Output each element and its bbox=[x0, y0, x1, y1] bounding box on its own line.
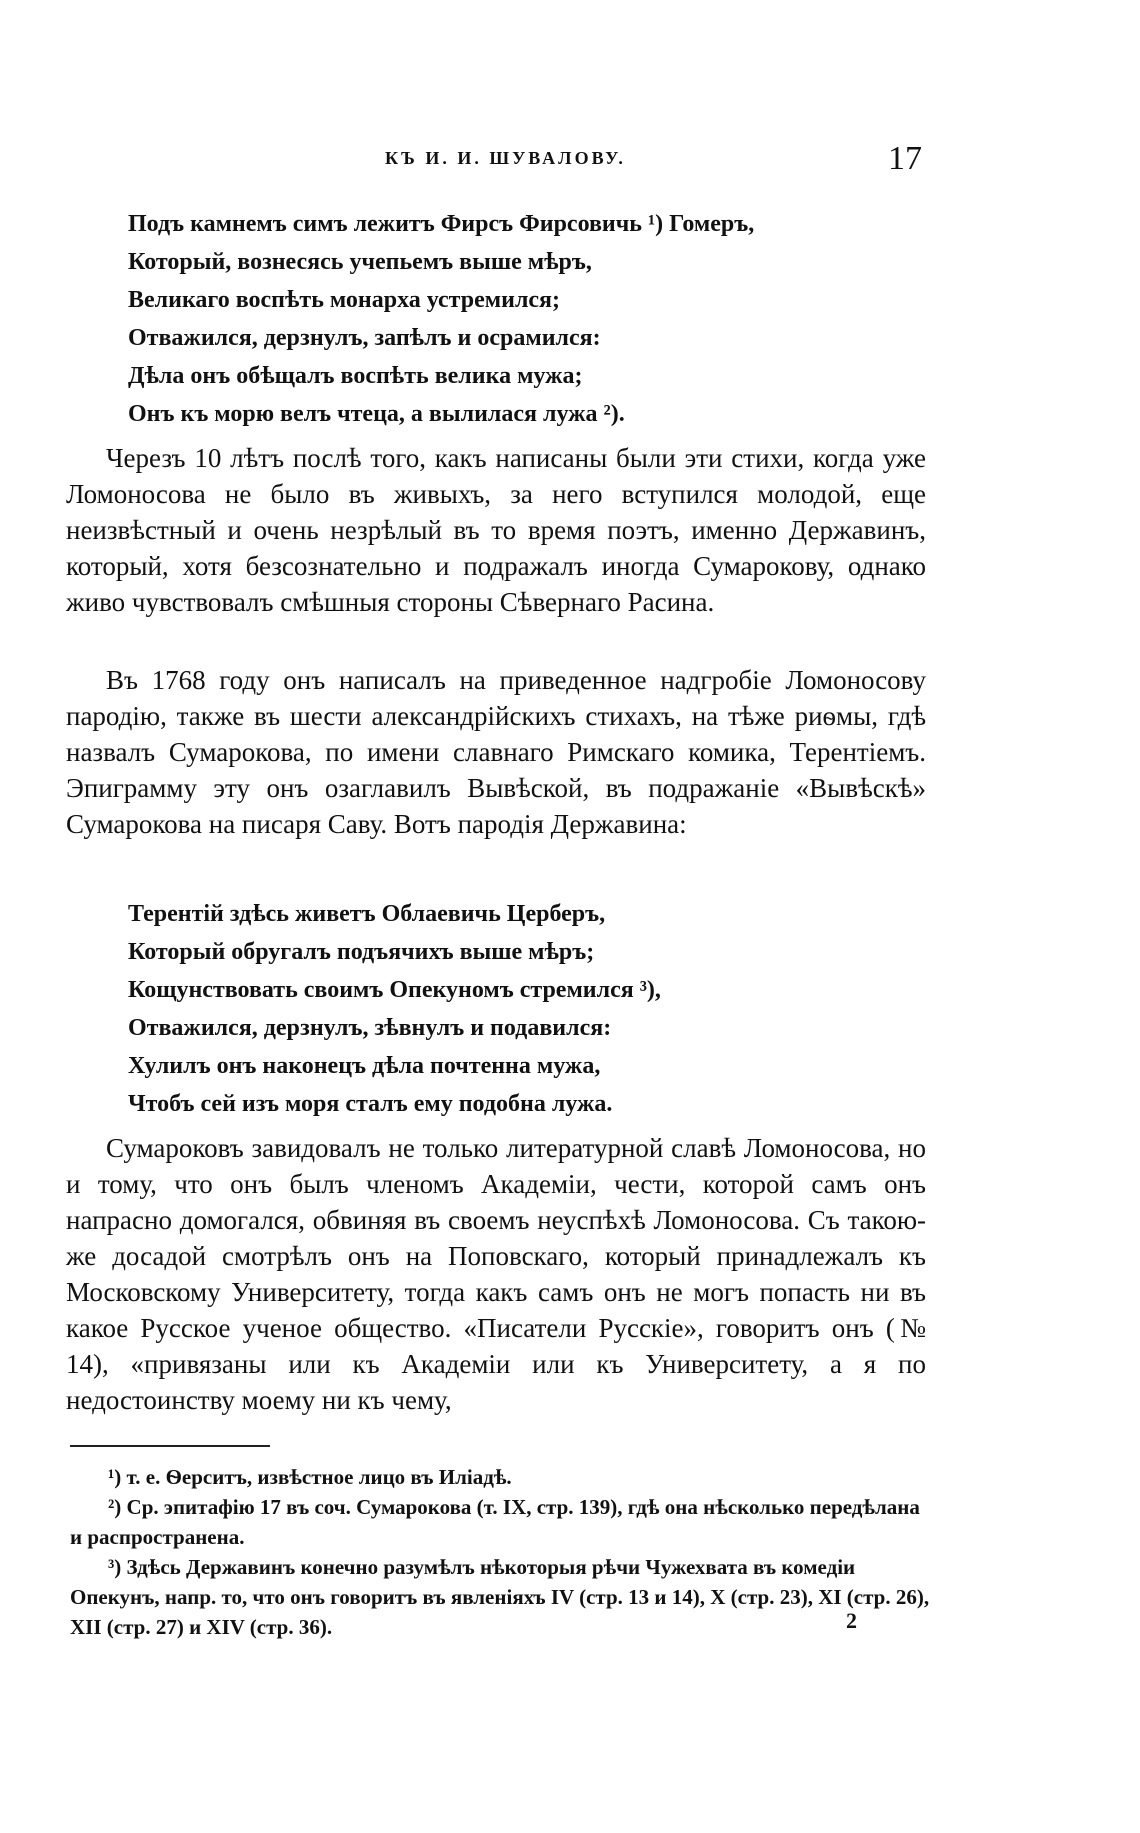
poem-line: Который обругалъ подъячихъ выше мѣръ; bbox=[128, 939, 595, 965]
poem-line: Дѣла онъ обѣщалъ воспѣть велика мужа; bbox=[128, 363, 583, 389]
poem-line: Терентій здѣсь живетъ Облаевичь Церберъ, bbox=[128, 901, 606, 927]
page-number: 17 bbox=[888, 140, 922, 177]
footnote-3: ³) Здѣсь Державинъ конечно разумѣлъ нѣкоторыя рѣчи Чужехвата въ комедіи Опекунъ, напр. то, что онъ говоритъ въ явленіяхъ IV (стр. 13 и 14), X (стр. 23), XI (стр. 26), XII (стр. 27) и XIV (стр. 36). bbox=[70, 1555, 930, 1639]
poem-line: Отважился, дерзнулъ, зѣвнулъ и подавился: bbox=[128, 1015, 612, 1041]
footnote-1: ¹) т. е. Ѳерситъ, извѣстное лицо въ Иліадѣ. bbox=[108, 1465, 512, 1489]
footnotes bbox=[70, 1462, 930, 1642]
poem-line: Который, вознесясь учепьемъ выше мѣръ, bbox=[128, 249, 592, 275]
body-text: Въ 1768 году онъ написалъ на приведенное надгробіе Ломоносову пародію, также въ шести александрійскихъ стихахъ, на тѣже риѳмы, гдѣ назвалъ Сумарокова, по имени славнаго Римскаго комика, Терентіемъ. Эпиграмму эту онъ озаглавилъ Вывѣской, въ подражаніе «Вывѣскѣ» Сумарокова на писаря Саву. Вотъ пародія Державина: bbox=[66, 665, 926, 839]
body-text: Черезъ 10 лѣтъ послѣ того, какъ написаны были эти стихи, когда уже Ломоносова не было въ живыхъ, за него вступился молодой, еще неизвѣстный и очень незрѣлый въ то время поэтъ, именно Державинъ, который, хотя безсознательно и подражалъ иногда Сумарокову, однако живо чувствовалъ смѣшныя стороны Сѣвернаго Расина. bbox=[66, 443, 926, 617]
signature-mark: 2 bbox=[846, 1608, 857, 1633]
epitaph-poem bbox=[128, 205, 948, 433]
poem-line: Подъ камнемъ симъ лежитъ Фирсъ Фирсовичь ¹) Гомеръ, bbox=[128, 211, 755, 237]
poem-line: Чтобъ сей изъ моря сталъ ему подобна лужа. bbox=[128, 1091, 613, 1117]
parody-poem bbox=[128, 895, 948, 1123]
poem-line: Хулилъ онъ наконецъ дѣла почтенна мужа, bbox=[128, 1053, 601, 1079]
poem-line: Великаго воспѣть монарха устремился; bbox=[128, 287, 561, 313]
paragraph-2 bbox=[66, 662, 926, 842]
body-text: Сумароковъ завидовалъ не только литературной славѣ Ломоносова, но и тому, что онъ былъ членомъ Академіи, чести, которой самъ онъ напрасно домогался, обвиняя въ своемъ неуспѣхѣ Ломоносова. Съ такою-же досадой смотрѣлъ онъ на Поповскаго, который принадлежалъ къ Московскому Университету, тогда какъ самъ онъ не могъ попасть ни въ какое Русское ученое общество. «Писатели Русскіе», говоритъ онъ (№ 14), «привязаны или къ Академіи или къ Университету, а я по недостоинству моему ни къ чему, bbox=[66, 1133, 926, 1415]
running-header: КЪ И. И. ШУВАЛОВУ. bbox=[385, 148, 626, 168]
poem-line: Отважился, дерзнулъ, запѣлъ и осрамился: bbox=[128, 325, 601, 351]
footnote-divider bbox=[70, 1445, 270, 1447]
poem-line: Онъ къ морю велъ чтеца, а вылилася лужа ²). bbox=[128, 401, 625, 427]
poem-line: Кощунствовать своимъ Опекуномъ стремился ³), bbox=[128, 977, 661, 1003]
footnote-2: ²) Ср. эпитафію 17 въ соч. Сумарокова (т. IX, стр. 139), гдѣ она нѣсколько передѣлана и распространена. bbox=[70, 1495, 920, 1549]
paragraph-1 bbox=[66, 440, 926, 620]
paragraph-3 bbox=[66, 1130, 926, 1418]
